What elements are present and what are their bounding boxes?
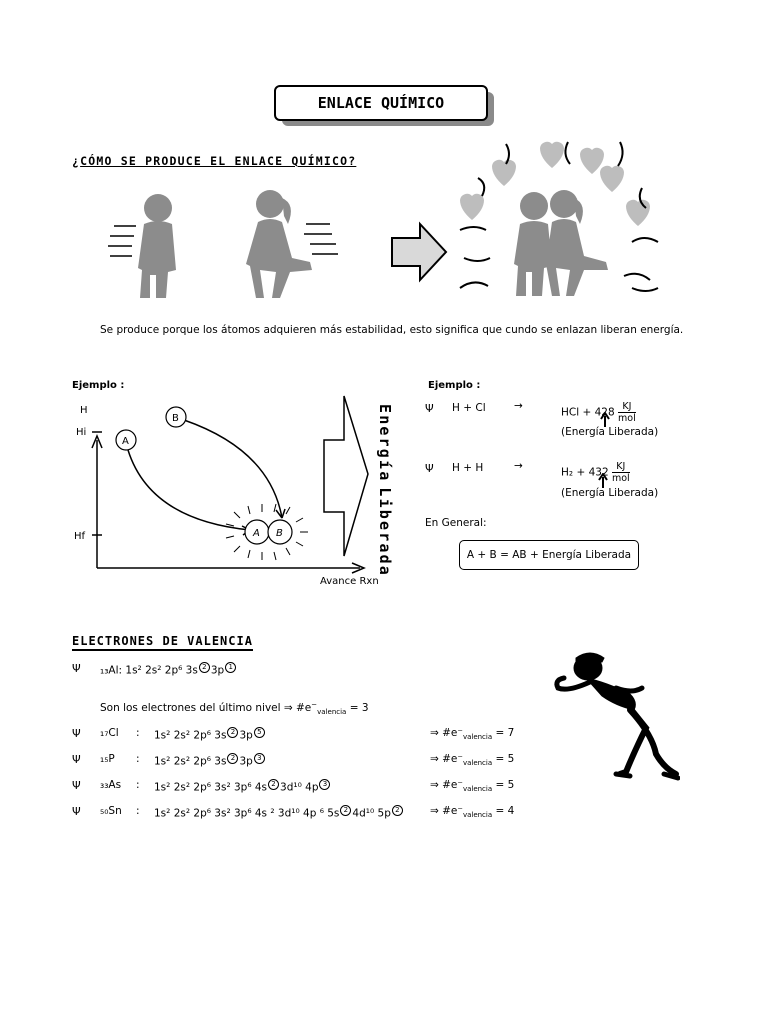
vertical-letter: í	[376, 460, 394, 470]
example-1-product	[561, 401, 636, 424]
x-axis-label: Avance Rxn	[320, 576, 379, 587]
reaction-curves	[128, 420, 285, 535]
vertical-letter: r	[376, 437, 394, 447]
atom-b-bonded-label: B	[276, 528, 283, 539]
intro-text: Se produce porque los átomos adquieren más estabilidad, esto significa que cundo se enlazan liberan energía.	[100, 324, 684, 336]
big-arrow-icon	[388, 220, 450, 284]
al-config-mid: 3p	[210, 664, 225, 677]
thinking-figure-illustration	[546, 648, 680, 782]
example-2-product-text: H₂ + 432	[561, 466, 609, 479]
vertical-letter: L	[376, 487, 394, 497]
question-prefix: ¿	[72, 154, 81, 168]
result-value: = 5	[492, 779, 515, 791]
valence-row-colon: :	[136, 727, 140, 739]
valence-row-colon: :	[136, 779, 140, 791]
circled-number: 2	[227, 727, 238, 738]
valence-row-bullet: Ψ	[72, 727, 81, 740]
example-2-note: (Energía Liberada)	[561, 487, 659, 499]
boy-speed-lines	[108, 226, 136, 256]
energia-liberada-vertical-label	[376, 404, 394, 575]
circled-number: 5	[254, 727, 265, 738]
vertical-letter: d	[376, 554, 394, 564]
example-1-arrow: →	[514, 400, 523, 412]
result-value: = 5	[492, 753, 515, 765]
circled-number: 2	[392, 805, 403, 816]
circled-number: 2	[227, 753, 238, 764]
config-text: 1s² 2s² 2p⁶ 3s² 3p⁶ 4s	[154, 781, 268, 794]
valence-row-bullet: Ψ	[72, 805, 81, 818]
examples-label: Ejemplo :	[428, 380, 481, 391]
circled-number: 1	[225, 662, 236, 673]
energy-diagram	[70, 390, 400, 590]
circled-number: 2	[340, 805, 351, 816]
valence-row-config	[154, 779, 331, 794]
vertical-letter: E	[376, 404, 394, 414]
config-text: 1s² 2s² 2p⁶ 3s² 3p⁶ 4s ² 3d¹⁰ 4p ⁶ 5s	[154, 807, 340, 820]
general-label: En General:	[425, 517, 487, 529]
y-label-hf: Hf	[74, 531, 86, 542]
result-text: ⇒ #e⁻	[430, 779, 463, 791]
al-config	[100, 662, 237, 677]
general-formula-box	[459, 540, 639, 570]
example-1-bullet: Ψ	[425, 402, 434, 415]
al-config-text: ₁₃Al: 1s² 2s² 2p⁶ 3s	[100, 664, 198, 677]
valence-row-config	[154, 805, 404, 820]
question-heading	[72, 154, 356, 168]
unit-den: mol	[611, 473, 630, 484]
title-text: ENLACE QUÍMICO	[317, 94, 445, 112]
girl-speed-lines	[304, 224, 338, 254]
unit-num: KJ	[618, 401, 636, 413]
result-text: ⇒ #e⁻	[430, 805, 463, 817]
example-2-reactants: H + H	[452, 462, 484, 474]
boy-silhouette	[138, 194, 176, 298]
couple-silhouette	[514, 190, 608, 296]
example-2-arrow: →	[514, 460, 523, 472]
config-mid: 3p	[239, 729, 253, 742]
explain-value: = 3	[349, 702, 369, 714]
unit-num: KJ	[612, 461, 630, 473]
diagram-example-label: Ejemplo :	[72, 380, 125, 391]
vertical-letter: a	[376, 565, 394, 575]
explain-sub: valencia	[317, 708, 347, 717]
vertical-letter: i	[376, 498, 394, 508]
valence-row-element: ₁₅P	[100, 753, 115, 765]
config-mid: 3d¹⁰ 4p	[280, 781, 319, 794]
valence-row-result	[430, 805, 515, 820]
vertical-letter: b	[376, 509, 394, 519]
valence-row-element: ₃₃As	[100, 779, 122, 791]
valence-row-config	[154, 727, 266, 742]
valence-row-element: ₁₇Cl	[100, 727, 119, 739]
al-bullet: Ψ	[72, 662, 81, 675]
example-1-reactants: H + Cl	[452, 402, 486, 414]
valence-row-element: ₅₀Sn	[100, 805, 122, 817]
circled-number: 2	[268, 779, 279, 790]
y-label-h: H	[80, 405, 88, 416]
vertical-letter: e	[376, 521, 394, 531]
circled-number: 2	[199, 662, 210, 673]
result-sub: valencia	[462, 759, 493, 768]
result-sub: valencia	[462, 811, 493, 820]
result-text: ⇒ #e⁻	[430, 753, 463, 765]
config-text: 1s² 2s² 2p⁶ 3s	[154, 755, 227, 768]
vertical-letter: r	[376, 532, 394, 542]
atom-a-label: A	[122, 436, 129, 447]
result-value: = 7	[492, 727, 515, 739]
vertical-letter: e	[376, 426, 394, 436]
valence-row-result	[430, 727, 515, 742]
kids-running-illustration	[100, 180, 340, 305]
diagram-axes	[92, 432, 364, 573]
vertical-letter: n	[376, 415, 394, 425]
example-2-unit	[612, 461, 630, 484]
result-sub: valencia	[462, 785, 493, 794]
girl-silhouette	[246, 190, 312, 298]
atom-a-bonded-label: A	[253, 528, 260, 539]
page-title	[274, 85, 488, 121]
couple-kissing-illustration	[456, 138, 666, 303]
vertical-letter: g	[376, 448, 394, 458]
example-1-product-text: HCl + 428	[561, 406, 615, 419]
example-1-note: (Energía Liberada)	[561, 426, 659, 438]
atom-b-label: B	[172, 413, 179, 424]
circled-number: 3	[254, 753, 265, 764]
result-sub: valencia	[462, 733, 493, 742]
vertical-letter: a	[376, 543, 394, 553]
valence-row-bullet: Ψ	[72, 779, 81, 792]
vertical-letter: a	[376, 471, 394, 481]
config-text: 1s² 2s² 2p⁶ 3s	[154, 729, 227, 742]
example-1-unit	[618, 401, 636, 424]
config-mid: 4d¹⁰ 5p	[352, 807, 391, 820]
result-value: = 4	[492, 805, 515, 817]
valence-row-result	[430, 753, 515, 768]
valence-section-title: ELECTRONES DE VALENCIA	[72, 634, 253, 651]
config-mid: 3p	[239, 755, 253, 768]
valence-row-colon: :	[136, 805, 140, 817]
question-text: CÓMO SE PRODUCE EL ENLACE QUÍMICO?	[80, 154, 357, 168]
result-text: ⇒ #e⁻	[430, 727, 463, 739]
valence-explanation: Son los electrones del último nivel ⇒ $\#e^-_{valencia} = 3$	[100, 700, 369, 717]
circled-number: 3	[319, 779, 330, 790]
example-2-bullet: Ψ	[425, 462, 434, 475]
y-label-hi: Hi	[76, 427, 87, 438]
explain-text: Son los electrones del último nivel ⇒ #e	[100, 702, 312, 714]
valence-row-colon: :	[136, 753, 140, 765]
figure	[557, 653, 678, 778]
valence-row-result	[430, 779, 515, 794]
general-formula: A + B = AB + Energía Liberada	[466, 549, 632, 561]
energy-arrow-icon	[324, 396, 368, 556]
valence-row-config	[154, 753, 266, 768]
example-2-product	[561, 461, 630, 484]
valence-row-bullet: Ψ	[72, 753, 81, 766]
unit-den: mol	[618, 413, 636, 424]
